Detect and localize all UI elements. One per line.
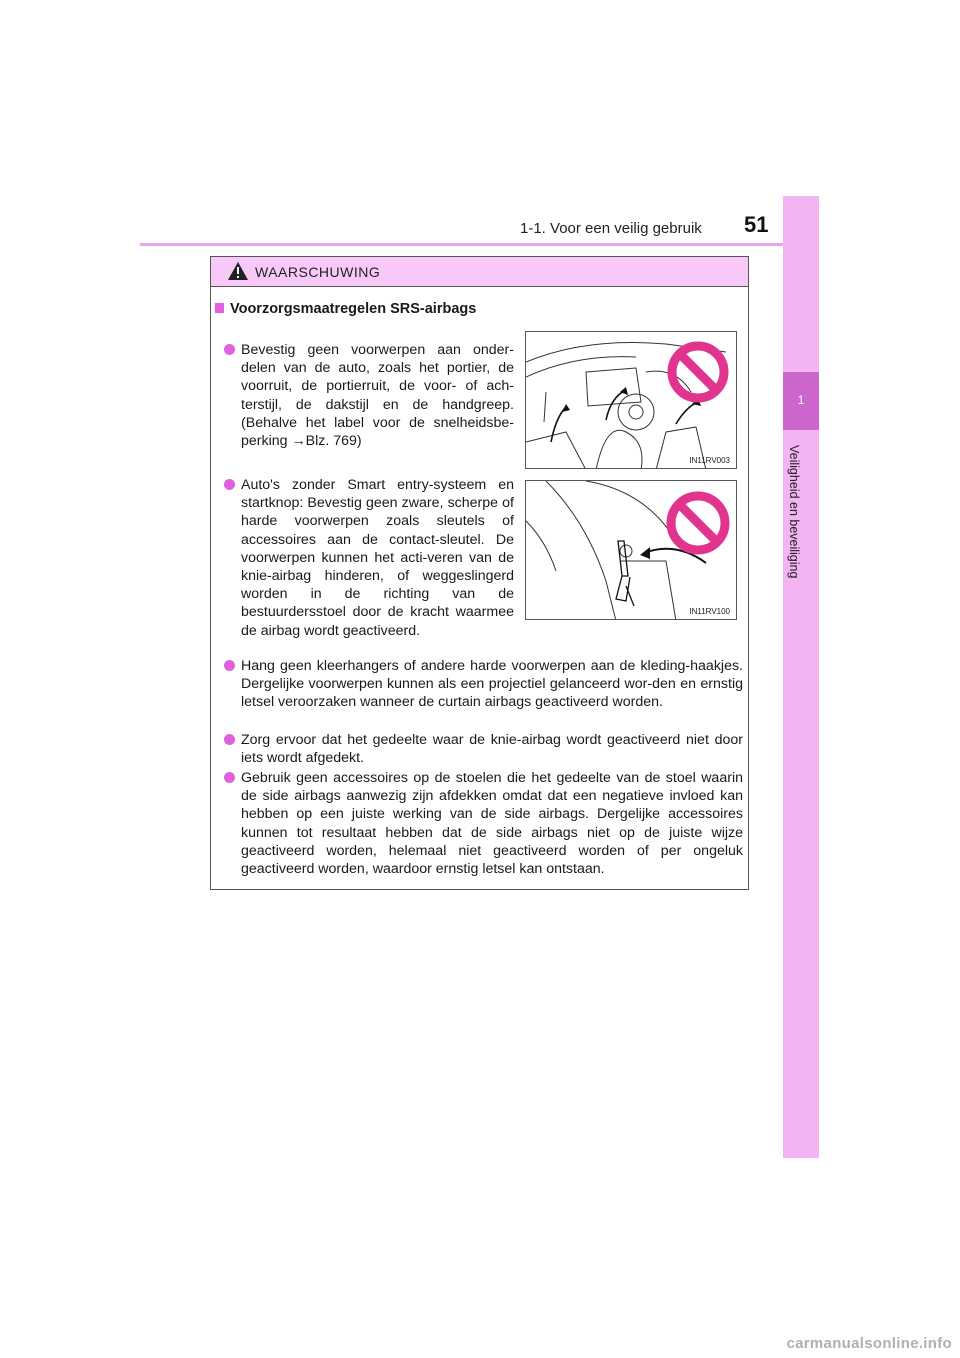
heading-square-icon: [215, 303, 224, 313]
bullet-dot-icon: [224, 660, 235, 671]
ignition-key-illustration: [526, 481, 737, 620]
warning-triangle-icon: [227, 261, 249, 281]
bullet-seat-accessories: Gebruik geen accessoires op de stoelen die het gedeelte van de stoel waarin de side airbags aanwezig zijn afdekken omdat dat een negatieve invloed kan hebben op een juiste werking van de side airbags. Dergelijke accessoires kunnen tot resultaat hebben dat de side airbags niet op de juiste wijze geactiveerd worden, helemaal niet geactiveerd worden of per ongeluk geactiveerd worden, waardoor ernstig letsel kan ontstaan.: [241, 769, 743, 878]
chapter-tab: [783, 196, 819, 1158]
warning-box: [210, 256, 749, 890]
warning-title: WAARSCHUWING: [255, 264, 381, 280]
bullet-dot-icon: [224, 772, 235, 783]
figure-code: IN11RV003: [689, 456, 730, 465]
prohibition-icon: [672, 346, 724, 398]
figure-ignition-key: [525, 480, 737, 620]
figure-code: IN11RV100: [689, 607, 730, 616]
bullet-dot-icon: [224, 344, 235, 355]
chapter-label: Veiligheid en beveiliging: [787, 445, 801, 579]
interior-illustration: [526, 332, 737, 469]
bullet-key-objects: Auto's zonder Smart entry-systeem en startknop: Bevestig geen zware, scherpe of harde voorwerpen zoals sleutels of accessoires aan de contact-sleutel. De voorwerpen kunnen het acti-veren van de knie-airbag hinderen, of weggeslingerd worden in de richting van de bestuurdersstoel door de kracht waarmee de airbag wordt geactiveerd.: [241, 476, 514, 640]
bullet-knee-airbag-area: Zorg ervoor dat het gedeelte waar de knie-airbag wordt geactiveerd niet door iets wordt afgedekt.: [241, 731, 743, 767]
section-heading: Voorzorgsmaatregelen SRS-airbags: [215, 301, 476, 317]
watermark: carmanualsonline.info: [786, 1335, 952, 1352]
bullet-coat-hooks: Hang geen kleerhangers of andere harde voorwerpen aan de kleding-haakjes. Dergelijke voorwerpen kunnen als een projectiel gelanceerd wor-den en ernstig letsel veroorzaken wanneer de curtain airbags geactiveerd worden.: [241, 657, 743, 712]
warning-header: [211, 257, 748, 287]
header-divider: [140, 243, 818, 246]
figure-interior-pillars: [525, 331, 737, 469]
prohibition-icon: [671, 496, 725, 550]
bullet-attach-objects: Bevestig geen voorwerpen aan onder-delen van de auto, zoals het portier, de voorruit, de portierruit, de voor- of ach-terstijl, de dakstijl en de handgreep. (Behalve het label voor de snelheidsbe-perking →Blz. 769): [241, 341, 514, 450]
chapter-number: 1: [797, 393, 805, 407]
page-number: 51: [744, 212, 769, 237]
bullet-dot-icon: [224, 479, 235, 490]
section-title: 1-1. Voor een veilig gebruik: [520, 220, 702, 237]
bullet-dot-icon: [224, 734, 235, 745]
